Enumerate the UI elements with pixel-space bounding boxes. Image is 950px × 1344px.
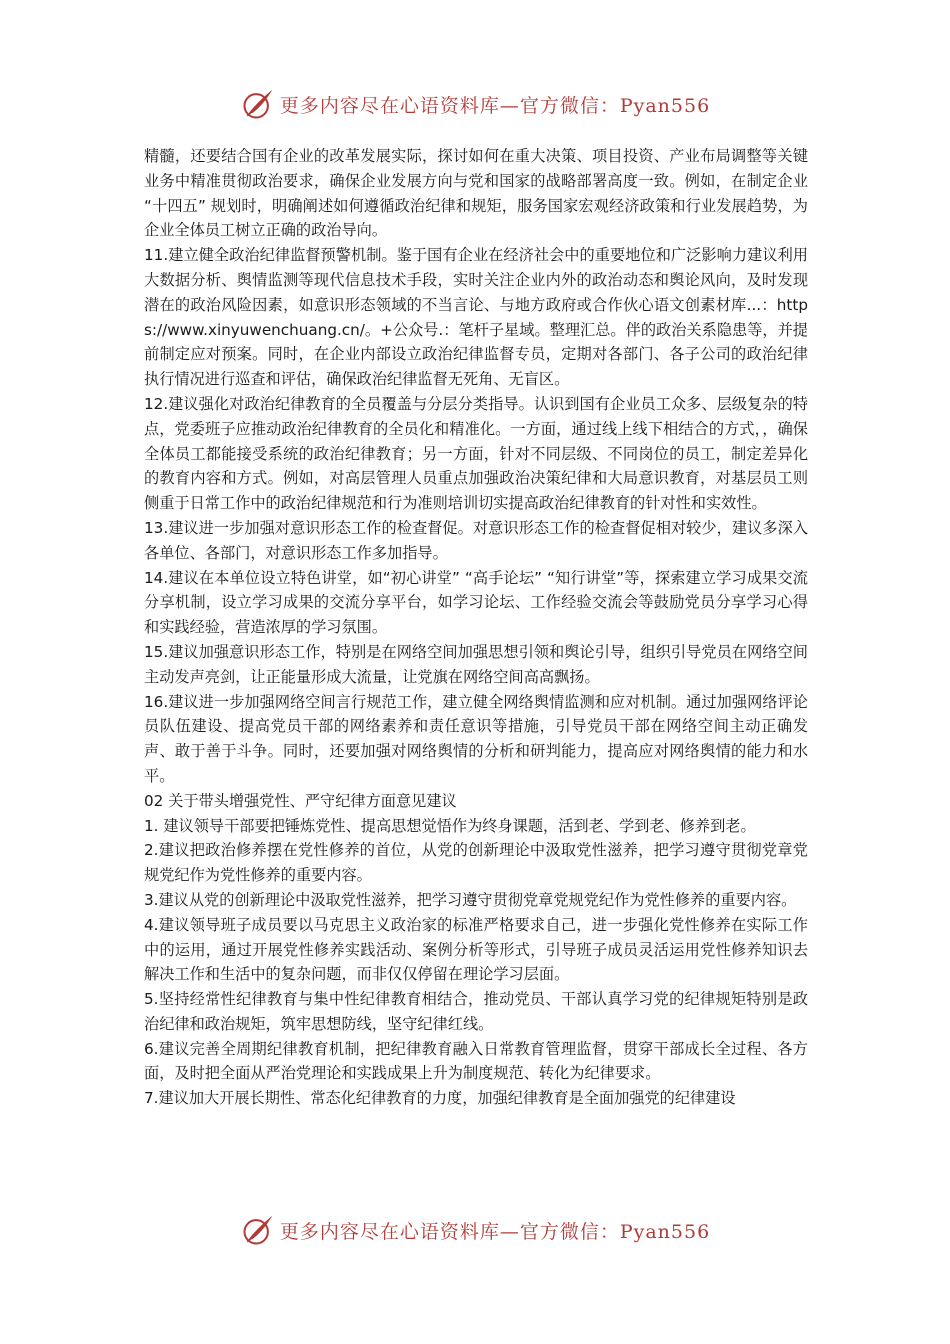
watermark-text: 更多内容尽在心语资料库—官方微信：Pyan556 [279,1220,711,1243]
watermark-text: 更多内容尽在心语资料库—官方微信：Pyan556 [279,94,711,117]
paragraph: 15.建议加强意识形态工作，特别是在网络空间加强思想引领和舆论引导，组织引导党员在网络空间主动发声亮剑，让正能量形成大流量，让党旗在网络空间高高飘扬。 [144,642,808,686]
paragraph: 6.建议完善全周期纪律教育机制，把纪律教育融入日常教育管理监督，贯穿干部成长全过程、各方面，及时把全面从严治党理论和实践成果上升为制度规范、转化为纪律要求。 [144,1039,808,1083]
paragraph: 3.建议从党的创新理论中汲取党性滋养，把学习遵守贯彻党章党规党纪作为党性修养的重要内容。 [144,890,797,909]
paragraph: 1. 建议领导干部要把锤炼党性、提高思想觉悟作为终身课题，活到老、学到老、修养到老。 [144,816,756,835]
header-watermark [0,84,950,124]
paragraph: 11.建立健全政治纪律监督预警机制。鉴于国有企业在经济社会中的重要地位和广泛影响力建议利用大数据分析、舆情监测等现代信息技术手段，实时关注企业内外的政治动态和舆论风向，及时发现潜在的政治风险因素，如意识形态领域的不当言论、与地方政府或合作伙心语文创素材库...：https://www.xinyuwenchuang.cn/。+公众号.：笔杆子星域。整理汇总。伴的政治关系隐患等，并提前制定应对预案。同时，在企业内部设立政治纪律监督专员，定期对各部门、各子公司的政治纪律执行情况进行巡查和评估，确保政治纪律监督无死角、无盲区。 [144,246,808,389]
paragraph: 12.建议强化对政治纪律教育的全员覆盖与分层分类指导。认识到国有企业员工众多、层级复杂的特点，党委班子应推动政治纪律教育的全员化和精准化。一方面，通过线上线下相结合的方式，，确保全体员工都能接受系统的政治纪律教育；另一方面，针对不同层级、不同岗位的员工，制定差异化的教育内容和方式。例如，对高层管理人员重点加强政治决策纪律和大局意识教育，对基层员工则侧重于日常工作中的政治纪律规范和行为准则培训切实提高政治纪律教育的针对性和实效性。 [144,394,808,513]
document-body [144,144,808,1111]
footer-watermark [0,1210,950,1250]
paragraph: 7.建议加大开展长期性、常态化纪律教育的力度，加强纪律教育是全面加强党的纪律建设 [144,1089,736,1108]
section-heading: 02 关于带头增强党性、严守纪律方面意见建议 [144,791,457,810]
paragraph: 精髓，还要结合国有企业的改革发展实际，探讨如何在重大决策、项目投资、产业布局调整等关键业务中精准贯彻政治要求，确保企业发展方向与党和国家的战略部署高度一致。例如，在制定企业 “十四五” 规划时，明确阐述如何遵循政治纪律和规矩，服务国家宏观经济政策和行业发展趋势，为企业全体员工树立正确的政治导向。 [144,147,808,240]
quill-logo-icon [240,1212,276,1248]
paragraph: 2.建议把政治修养摆在党性修养的首位，从党的创新理论中汲取党性滋养，把学习遵守贯彻党章党规党纪作为党性修养的重要内容。 [144,841,808,885]
quill-logo-icon [240,86,276,122]
paragraph: 16.建议进一步加强网络空间言行规范工作，建立健全网络舆情监测和应对机制。通过加强网络评论员队伍建设、提高党员干部的网络素养和责任意识等措施，引导党员干部在网络空间主动正确发声、敢于善于斗争。同时，还要加强对网络舆情的分析和研判能力，提高应对网络舆情的能力和水平。 [144,692,808,785]
paragraph: 14.建议在本单位设立特色讲堂，如“初心讲堂” “高手论坛” “知行讲堂”等，探索建立学习成果交流分享机制，设立学习成果的交流分享平台，如学习论坛、工作经验交流会等鼓励党员分享学习心得和实践经验，营造浓厚的学习氛围。 [144,568,808,637]
paragraph: 5.坚持经常性纪律教育与集中性纪律教育相结合，推动党员、干部认真学习党的纪律规矩特别是政治纪律和政治规矩，筑牢思想防线，坚守纪律红线。 [144,990,808,1033]
paragraph: 4.建议领导班子成员要以马克思主义政治家的标准严格要求自己，进一步强化党性修养在实际工作中的运用，通过开展党性修养实践活动、案例分析等形式，引导班子成员灵活运用党性修养知识去解决工作和生活中的复杂问题，而非仅仅停留在理论学习层面。 [144,915,808,984]
paragraph: 13.建议进一步加强对意识形态工作的检查督促。对意识形态工作的检查督促相对较少，建议多深入各单位、各部门，对意识形态工作多加指导。 [144,518,808,562]
